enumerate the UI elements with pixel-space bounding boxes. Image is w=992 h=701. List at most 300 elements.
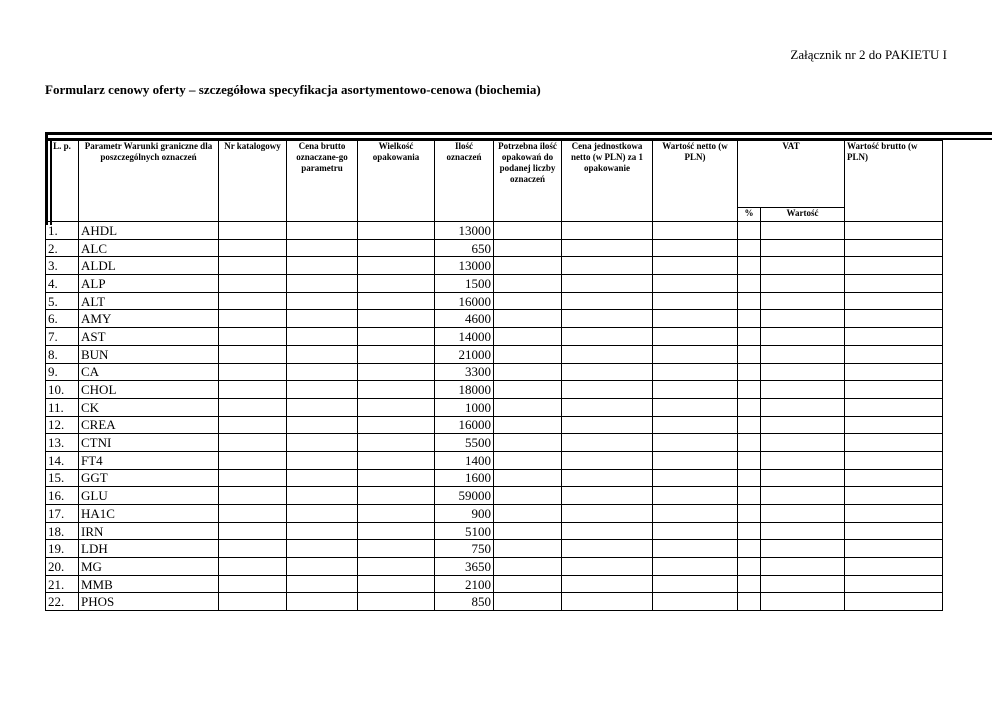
col-wartosc-netto: Wartość netto (w PLN) <box>653 141 738 222</box>
table-row <box>46 239 943 257</box>
row-ilosc: 13000 <box>435 257 494 275</box>
row-wartosc-brutto <box>845 593 943 611</box>
row-wartosc-brutto <box>845 398 943 416</box>
row-cena-jednostkowa <box>562 363 653 381</box>
row-parametr: HA1C <box>79 505 219 523</box>
row-wartosc-brutto <box>845 487 943 505</box>
row-potrzebna <box>494 434 562 452</box>
row-cena-brutto <box>287 575 358 593</box>
row-cena-jednostkowa <box>562 451 653 469</box>
row-wartosc-netto <box>653 505 738 523</box>
row-cena-jednostkowa <box>562 522 653 540</box>
table-top-border <box>45 132 992 135</box>
row-vat-percent <box>738 487 761 505</box>
col-ilosc: Ilość oznaczeń <box>435 141 494 222</box>
row-vat-percent <box>738 222 761 240</box>
row-cena-brutto <box>287 558 358 576</box>
row-parametr: AMY <box>79 310 219 328</box>
row-cena-brutto <box>287 434 358 452</box>
row-wartosc-netto <box>653 257 738 275</box>
row-wielkosc <box>358 434 435 452</box>
row-wielkosc <box>358 505 435 523</box>
row-potrzebna <box>494 469 562 487</box>
row-lp: 8. <box>46 345 79 363</box>
row-nr-katalogowy <box>219 505 287 523</box>
row-nr-katalogowy <box>219 575 287 593</box>
row-lp: 7. <box>46 328 79 346</box>
row-wielkosc <box>358 239 435 257</box>
row-vat-wartosc <box>761 469 845 487</box>
row-wielkosc <box>358 275 435 293</box>
row-parametr: GLU <box>79 487 219 505</box>
table-row <box>46 575 943 593</box>
row-cena-jednostkowa <box>562 398 653 416</box>
row-nr-katalogowy <box>219 558 287 576</box>
row-cena-brutto <box>287 310 358 328</box>
row-wartosc-netto <box>653 451 738 469</box>
row-vat-wartosc <box>761 522 845 540</box>
row-cena-jednostkowa <box>562 345 653 363</box>
row-wartosc-brutto <box>845 328 943 346</box>
row-potrzebna <box>494 381 562 399</box>
row-lp: 17. <box>46 505 79 523</box>
col-nr-katalogowy: Nr katalogowy <box>219 141 287 222</box>
row-wielkosc <box>358 558 435 576</box>
row-vat-wartosc <box>761 487 845 505</box>
row-lp: 11. <box>46 398 79 416</box>
row-vat-wartosc <box>761 381 845 399</box>
row-cena-jednostkowa <box>562 222 653 240</box>
row-wartosc-netto <box>653 575 738 593</box>
row-vat-wartosc <box>761 575 845 593</box>
row-ilosc: 59000 <box>435 487 494 505</box>
row-vat-percent <box>738 469 761 487</box>
row-cena-brutto <box>287 416 358 434</box>
row-cena-jednostkowa <box>562 575 653 593</box>
row-vat-percent <box>738 575 761 593</box>
row-wartosc-brutto <box>845 505 943 523</box>
row-cena-jednostkowa <box>562 487 653 505</box>
row-cena-brutto <box>287 398 358 416</box>
table-row <box>46 451 943 469</box>
col-cena-brutto: Cena brutto oznaczane-go parametru <box>287 141 358 222</box>
row-ilosc: 900 <box>435 505 494 523</box>
row-nr-katalogowy <box>219 257 287 275</box>
row-wartosc-netto <box>653 275 738 293</box>
row-ilosc: 750 <box>435 540 494 558</box>
table-row <box>46 522 943 540</box>
row-wartosc-brutto <box>845 558 943 576</box>
table-row <box>46 363 943 381</box>
row-wartosc-brutto <box>845 239 943 257</box>
row-ilosc: 3300 <box>435 363 494 381</box>
row-cena-brutto <box>287 239 358 257</box>
row-potrzebna <box>494 257 562 275</box>
row-ilosc: 4600 <box>435 310 494 328</box>
row-wartosc-netto <box>653 292 738 310</box>
row-vat-percent <box>738 451 761 469</box>
row-potrzebna <box>494 363 562 381</box>
row-ilosc: 16000 <box>435 292 494 310</box>
row-wielkosc <box>358 292 435 310</box>
row-cena-jednostkowa <box>562 381 653 399</box>
row-potrzebna <box>494 222 562 240</box>
row-ilosc: 850 <box>435 593 494 611</box>
table-body <box>46 222 943 611</box>
row-potrzebna <box>494 416 562 434</box>
row-ilosc: 3650 <box>435 558 494 576</box>
row-parametr: MG <box>79 558 219 576</box>
row-wielkosc <box>358 363 435 381</box>
row-ilosc: 650 <box>435 239 494 257</box>
row-cena-jednostkowa <box>562 593 653 611</box>
row-potrzebna <box>494 522 562 540</box>
row-ilosc: 5100 <box>435 522 494 540</box>
row-lp: 9. <box>46 363 79 381</box>
row-parametr: IRN <box>79 522 219 540</box>
table-row <box>46 328 943 346</box>
row-wartosc-brutto <box>845 257 943 275</box>
row-cena-jednostkowa <box>562 275 653 293</box>
row-wartosc-netto <box>653 469 738 487</box>
row-vat-percent <box>738 505 761 523</box>
row-cena-jednostkowa <box>562 558 653 576</box>
row-wielkosc <box>358 328 435 346</box>
row-cena-brutto <box>287 451 358 469</box>
row-wartosc-brutto <box>845 292 943 310</box>
table-row <box>46 398 943 416</box>
row-parametr: MMB <box>79 575 219 593</box>
row-cena-brutto <box>287 505 358 523</box>
row-ilosc: 16000 <box>435 416 494 434</box>
row-lp: 6. <box>46 310 79 328</box>
row-wartosc-netto <box>653 345 738 363</box>
row-ilosc: 5500 <box>435 434 494 452</box>
row-cena-jednostkowa <box>562 239 653 257</box>
row-wartosc-netto <box>653 222 738 240</box>
row-vat-wartosc <box>761 416 845 434</box>
row-wartosc-netto <box>653 239 738 257</box>
row-nr-katalogowy <box>219 451 287 469</box>
row-cena-brutto <box>287 345 358 363</box>
row-nr-katalogowy <box>219 363 287 381</box>
row-wielkosc <box>358 398 435 416</box>
table-row <box>46 257 943 275</box>
col-wartosc-brutto: Wartość brutto (w PLN) <box>845 141 943 222</box>
row-vat-percent <box>738 558 761 576</box>
row-wartosc-brutto <box>845 469 943 487</box>
row-vat-wartosc <box>761 434 845 452</box>
row-lp: 14. <box>46 451 79 469</box>
row-parametr: BUN <box>79 345 219 363</box>
row-potrzebna <box>494 558 562 576</box>
row-wartosc-netto <box>653 434 738 452</box>
row-ilosc: 14000 <box>435 328 494 346</box>
row-nr-katalogowy <box>219 328 287 346</box>
row-wielkosc <box>358 540 435 558</box>
col-vat-wartosc: Wartość <box>761 208 845 222</box>
row-vat-percent <box>738 328 761 346</box>
row-vat-wartosc <box>761 328 845 346</box>
row-wartosc-netto <box>653 558 738 576</box>
row-nr-katalogowy <box>219 522 287 540</box>
row-vat-percent <box>738 239 761 257</box>
row-lp: 1. <box>46 222 79 240</box>
row-potrzebna <box>494 505 562 523</box>
row-wartosc-brutto <box>845 451 943 469</box>
row-wartosc-brutto <box>845 363 943 381</box>
row-parametr: CK <box>79 398 219 416</box>
row-lp: 15. <box>46 469 79 487</box>
row-vat-percent <box>738 434 761 452</box>
row-wartosc-netto <box>653 416 738 434</box>
row-lp: 18. <box>46 522 79 540</box>
row-wielkosc <box>358 522 435 540</box>
row-vat-wartosc <box>761 540 845 558</box>
row-vat-wartosc <box>761 275 845 293</box>
row-parametr: CHOL <box>79 381 219 399</box>
row-ilosc: 1500 <box>435 275 494 293</box>
row-lp: 12. <box>46 416 79 434</box>
col-parametr: Parametr Warunki graniczne dla poszczególnych oznaczeń <box>79 141 219 222</box>
row-potrzebna <box>494 345 562 363</box>
row-vat-percent <box>738 310 761 328</box>
row-vat-percent <box>738 593 761 611</box>
table-header <box>46 141 943 222</box>
row-potrzebna <box>494 292 562 310</box>
row-ilosc: 1400 <box>435 451 494 469</box>
row-nr-katalogowy <box>219 434 287 452</box>
row-vat-wartosc <box>761 239 845 257</box>
row-cena-brutto <box>287 522 358 540</box>
row-lp: 10. <box>46 381 79 399</box>
row-wartosc-netto <box>653 381 738 399</box>
row-cena-brutto <box>287 381 358 399</box>
row-nr-katalogowy <box>219 381 287 399</box>
row-lp: 4. <box>46 275 79 293</box>
row-wielkosc <box>358 381 435 399</box>
row-cena-brutto <box>287 292 358 310</box>
row-vat-wartosc <box>761 363 845 381</box>
row-cena-jednostkowa <box>562 310 653 328</box>
row-vat-wartosc <box>761 558 845 576</box>
table-row <box>46 416 943 434</box>
table-row <box>46 487 943 505</box>
row-wartosc-brutto <box>845 381 943 399</box>
row-potrzebna <box>494 275 562 293</box>
row-lp: 2. <box>46 239 79 257</box>
row-nr-katalogowy <box>219 292 287 310</box>
row-wartosc-brutto <box>845 275 943 293</box>
row-cena-brutto <box>287 540 358 558</box>
row-nr-katalogowy <box>219 239 287 257</box>
row-ilosc: 21000 <box>435 345 494 363</box>
table-row <box>46 222 943 240</box>
row-parametr: ALT <box>79 292 219 310</box>
col-wielkosc: Wielkość opakowania <box>358 141 435 222</box>
row-cena-jednostkowa <box>562 292 653 310</box>
row-nr-katalogowy <box>219 398 287 416</box>
row-nr-katalogowy <box>219 487 287 505</box>
row-parametr: CA <box>79 363 219 381</box>
row-lp: 22. <box>46 593 79 611</box>
table-row <box>46 540 943 558</box>
row-parametr: PHOS <box>79 593 219 611</box>
row-lp: 20. <box>46 558 79 576</box>
row-wielkosc <box>358 593 435 611</box>
row-parametr: AHDL <box>79 222 219 240</box>
row-vat-wartosc <box>761 292 845 310</box>
row-parametr: LDH <box>79 540 219 558</box>
row-potrzebna <box>494 310 562 328</box>
row-wielkosc <box>358 310 435 328</box>
row-potrzebna <box>494 239 562 257</box>
row-nr-katalogowy <box>219 275 287 293</box>
row-parametr: CTNI <box>79 434 219 452</box>
attachment-note: Załącznik nr 2 do PAKIETU I <box>790 47 947 62</box>
row-lp: 19. <box>46 540 79 558</box>
table-row <box>46 345 943 363</box>
col-cena-jednostkowa: Cena jednostkowa netto (w PLN) za 1 opakowanie <box>562 141 653 222</box>
row-wartosc-netto <box>653 310 738 328</box>
row-parametr: FT4 <box>79 451 219 469</box>
row-lp: 5. <box>46 292 79 310</box>
row-vat-wartosc <box>761 345 845 363</box>
row-vat-wartosc <box>761 257 845 275</box>
row-wartosc-brutto <box>845 434 943 452</box>
row-vat-wartosc <box>761 505 845 523</box>
price-table <box>45 140 943 611</box>
row-wielkosc <box>358 345 435 363</box>
row-parametr: ALC <box>79 239 219 257</box>
row-lp: 3. <box>46 257 79 275</box>
row-cena-brutto <box>287 487 358 505</box>
row-vat-percent <box>738 398 761 416</box>
col-lp: L. p. <box>46 141 79 222</box>
row-vat-wartosc <box>761 593 845 611</box>
row-wartosc-brutto <box>845 222 943 240</box>
table-row <box>46 310 943 328</box>
row-potrzebna <box>494 575 562 593</box>
row-vat-wartosc <box>761 310 845 328</box>
row-wartosc-netto <box>653 328 738 346</box>
row-cena-jednostkowa <box>562 257 653 275</box>
row-nr-katalogowy <box>219 593 287 611</box>
table-row <box>46 381 943 399</box>
row-wartosc-netto <box>653 593 738 611</box>
row-nr-katalogowy <box>219 345 287 363</box>
col-vat-percent: % <box>738 208 761 222</box>
row-wielkosc <box>358 469 435 487</box>
row-ilosc: 1000 <box>435 398 494 416</box>
row-wartosc-brutto <box>845 540 943 558</box>
row-ilosc: 2100 <box>435 575 494 593</box>
table-row <box>46 505 943 523</box>
row-nr-katalogowy <box>219 416 287 434</box>
row-potrzebna <box>494 540 562 558</box>
row-vat-percent <box>738 416 761 434</box>
row-cena-brutto <box>287 363 358 381</box>
row-parametr: CREA <box>79 416 219 434</box>
row-vat-wartosc <box>761 451 845 469</box>
row-cena-brutto <box>287 222 358 240</box>
row-cena-jednostkowa <box>562 416 653 434</box>
row-vat-percent <box>738 345 761 363</box>
row-wartosc-brutto <box>845 345 943 363</box>
row-wartosc-brutto <box>845 522 943 540</box>
row-cena-brutto <box>287 593 358 611</box>
row-wielkosc <box>358 416 435 434</box>
row-parametr: ALP <box>79 275 219 293</box>
row-wielkosc <box>358 257 435 275</box>
table-row <box>46 275 943 293</box>
row-wartosc-netto <box>653 363 738 381</box>
row-wartosc-netto <box>653 540 738 558</box>
row-wielkosc <box>358 222 435 240</box>
table-row <box>46 469 943 487</box>
table-row <box>46 292 943 310</box>
row-potrzebna <box>494 593 562 611</box>
row-nr-katalogowy <box>219 310 287 328</box>
row-wartosc-brutto <box>845 416 943 434</box>
row-cena-jednostkowa <box>562 540 653 558</box>
row-lp: 16. <box>46 487 79 505</box>
row-wartosc-brutto <box>845 575 943 593</box>
row-nr-katalogowy <box>219 222 287 240</box>
row-wielkosc <box>358 575 435 593</box>
row-nr-katalogowy <box>219 540 287 558</box>
row-ilosc: 18000 <box>435 381 494 399</box>
row-wartosc-netto <box>653 398 738 416</box>
row-cena-jednostkowa <box>562 505 653 523</box>
row-cena-jednostkowa <box>562 328 653 346</box>
row-ilosc: 1600 <box>435 469 494 487</box>
row-parametr: ALDL <box>79 257 219 275</box>
row-lp: 21. <box>46 575 79 593</box>
row-potrzebna <box>494 398 562 416</box>
row-vat-percent <box>738 540 761 558</box>
table-row <box>46 593 943 611</box>
row-potrzebna <box>494 487 562 505</box>
row-wartosc-netto <box>653 522 738 540</box>
row-potrzebna <box>494 328 562 346</box>
row-potrzebna <box>494 451 562 469</box>
row-cena-brutto <box>287 328 358 346</box>
form-title: Formularz cenowy oferty – szczegółowa specyfikacja asortymentowo-cenowa (biochemia) <box>45 82 541 97</box>
row-vat-percent <box>738 363 761 381</box>
col-potrzebna: Potrzebna ilość opakowań do podanej liczby oznaczeń <box>494 141 562 222</box>
row-wielkosc <box>358 451 435 469</box>
row-cena-brutto <box>287 275 358 293</box>
row-vat-percent <box>738 257 761 275</box>
row-cena-brutto <box>287 257 358 275</box>
row-parametr: GGT <box>79 469 219 487</box>
row-vat-wartosc <box>761 398 845 416</box>
row-lp: 13. <box>46 434 79 452</box>
row-vat-percent <box>738 275 761 293</box>
row-vat-percent <box>738 381 761 399</box>
row-wartosc-netto <box>653 487 738 505</box>
row-cena-jednostkowa <box>562 469 653 487</box>
col-vat: VAT <box>738 141 845 208</box>
row-vat-percent <box>738 292 761 310</box>
row-wartosc-brutto <box>845 310 943 328</box>
row-vat-wartosc <box>761 222 845 240</box>
row-parametr: AST <box>79 328 219 346</box>
row-cena-jednostkowa <box>562 434 653 452</box>
table-row <box>46 434 943 452</box>
table-row <box>46 558 943 576</box>
